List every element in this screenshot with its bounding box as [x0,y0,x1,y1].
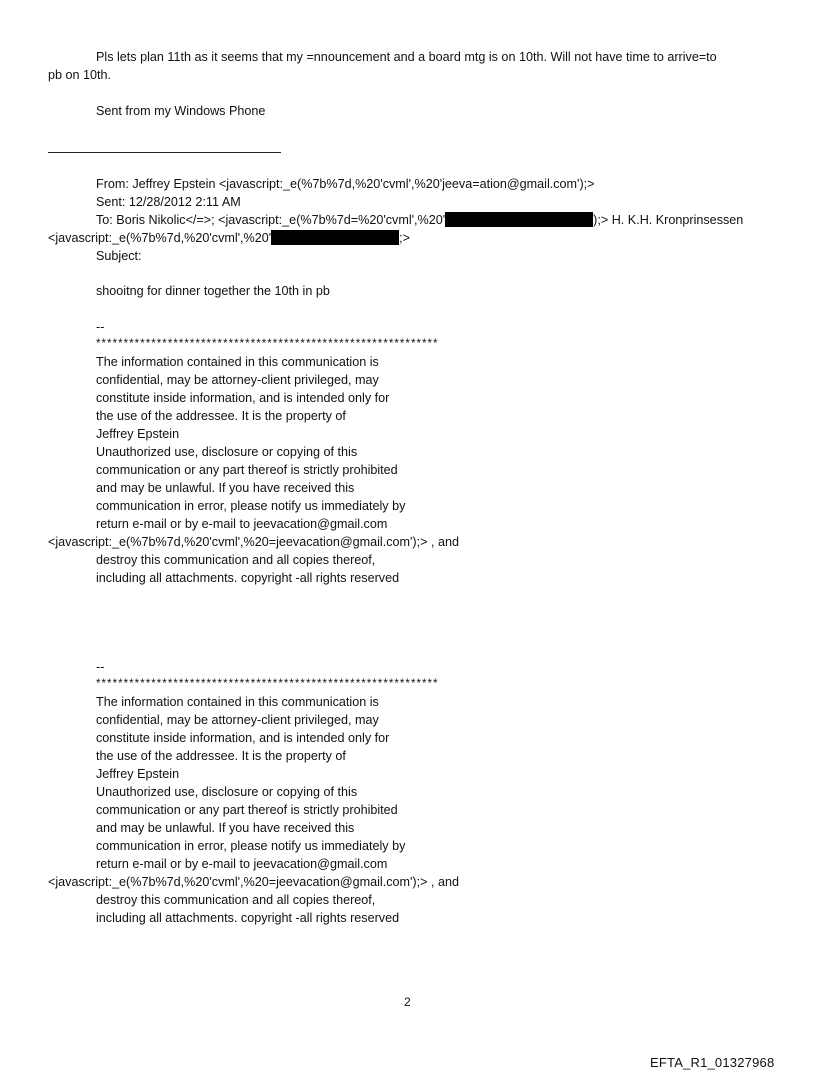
disclaimer-line: and may be unlawful. If you have received this [96,481,355,495]
header-to-end: );> H. K.H. Kronprinsessen [593,213,744,227]
reply-signature: Sent from my Windows Phone [96,104,266,118]
disclaimer-line: and may be unlawful. If you have received this [96,821,355,835]
disclaimer-line: return e-mail or by e-mail to jeevacation@gmail.com [96,857,388,871]
disclaimer-stars: ************************************************************** [96,338,439,350]
disclaimer-line: destroy this communication and all copies thereof, [96,893,376,907]
disclaimer-outdent: <javascript:_e(%7b%7d,%20'cvml',%20=jeevacation@gmail.com');> , and [48,875,459,889]
header-from: From: Jeffrey Epstein <javascript:_e(%7b%7d,%20'cvml',%20'jeeva=ation@gmail.com');> [96,177,595,191]
disclaimer-outdent: <javascript:_e(%7b%7d,%20'cvml',%20=jeevacation@gmail.com');> , and [48,535,459,549]
disclaimer-line: Unauthorized use, disclosure or copying of this [96,785,358,799]
header-sent: Sent: 12/28/2012 2:11 AM [96,195,241,209]
reply-line-2: pb on 10th. [48,68,112,82]
separator-rule [48,152,281,153]
header-to [96,211,743,229]
disclaimer-line: including all attachments. copyright -all rights reserved [96,571,400,585]
header-to-start: To: Boris Nikolic</=>; <javascript:_e(%7b%7d=%20'cvml',%20' [96,213,446,227]
disclaimer-line: constitute inside information, and is intended only for [96,731,390,745]
header-subject: Subject: [96,249,142,263]
disclaimer-line: constitute inside information, and is intended only for [96,391,390,405]
message-body: shooitng for dinner together the 10th in pb [96,284,330,298]
reply-line-1: Pls lets plan 11th as it seems that my =nnouncement and a board mtg is on 10th. Will not have time to arrive=to [96,50,717,64]
disclaimer-line: return e-mail or by e-mail to jeevacation@gmail.com [96,517,388,531]
disclaimer-line: The information contained in this communication is [96,695,379,709]
redaction-block [271,230,399,245]
header-to-cont-start: <javascript:_e(%7b%7d,%20'cvml',%20' [48,231,272,245]
disclaimer-line: the use of the addressee. It is the property of [96,749,346,763]
disclaimer-dashes: -- [96,320,105,334]
disclaimer-line: Jeffrey Epstein [96,427,180,441]
disclaimer-line: communication or any part thereof is strictly prohibited [96,803,398,817]
disclaimer-line: communication or any part thereof is strictly prohibited [96,463,398,477]
disclaimer-line: confidential, may be attorney-client privileged, may [96,373,379,387]
header-to-continued [48,229,410,247]
bates-number: EFTA_R1_01327968 [650,1055,775,1070]
disclaimer-line: Jeffrey Epstein [96,767,180,781]
page-number: 2 [404,995,411,1009]
disclaimer-line: the use of the addressee. It is the property of [96,409,346,423]
disclaimer-line: Unauthorized use, disclosure or copying of this [96,445,358,459]
disclaimer-line: communication in error, please notify us immediately by [96,839,406,853]
redaction-block [445,212,593,227]
disclaimer-line: confidential, may be attorney-client privileged, may [96,713,379,727]
disclaimer-stars: ************************************************************** [96,678,439,690]
disclaimer-line: including all attachments. copyright -all rights reserved [96,911,400,925]
disclaimer-dashes: -- [96,660,105,674]
header-to-cont-end: ;> [399,231,411,245]
disclaimer-line: communication in error, please notify us immediately by [96,499,406,513]
disclaimer-line: destroy this communication and all copies thereof, [96,553,376,567]
disclaimer-line: The information contained in this communication is [96,355,379,369]
